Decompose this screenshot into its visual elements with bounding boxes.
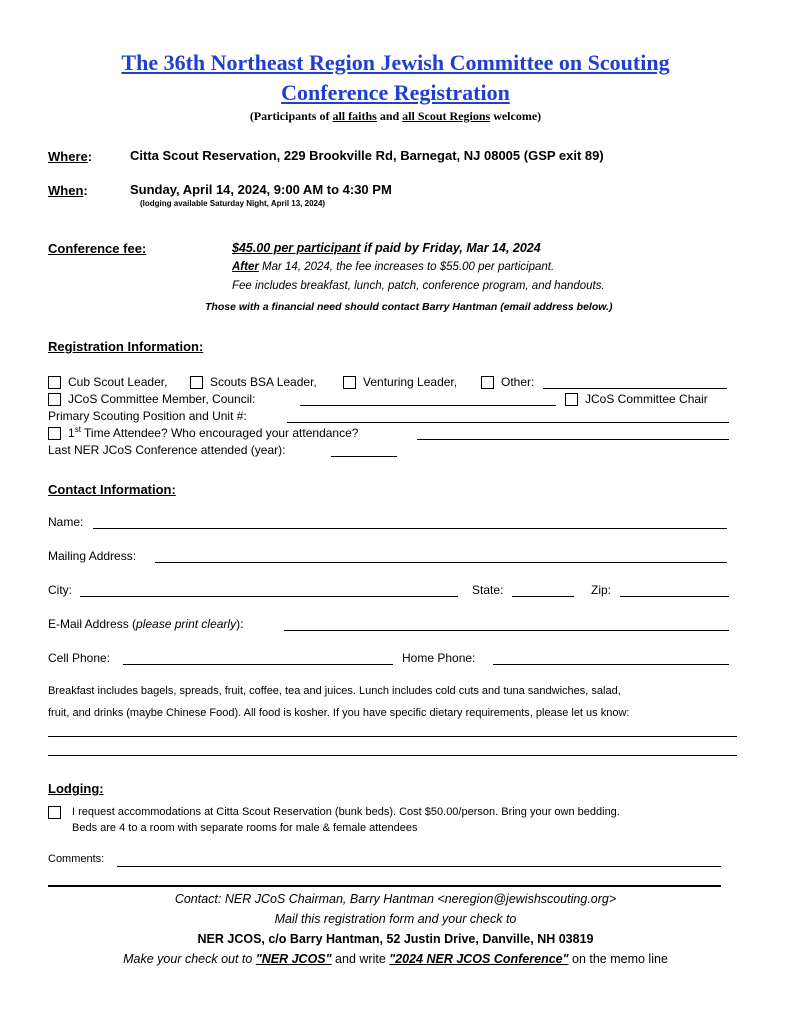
footer-mailing-address: NER JCOS, c/o Barry Hantman, 52 Justin Drive, Danville, NH 03819 <box>197 932 594 946</box>
state-label: State: <box>472 583 504 597</box>
food-info-line1: Breakfast includes bagels, spreads, fruit, coffee, tea and juices. Lunch includes cold cuts and tuna sandwiches, salad, <box>48 685 621 697</box>
footer-check-instruction: Make your check out to "NER JCOS" and write "2024 NER JCOS Conference" on the memo line <box>123 952 668 966</box>
other-field[interactable] <box>543 388 727 389</box>
lodging-request-checkbox[interactable] <box>48 806 61 819</box>
registration-heading: Registration Information: <box>48 339 204 354</box>
subtitle-post: welcome) <box>490 109 542 123</box>
subtitle-all-faiths: all faiths <box>332 109 377 123</box>
cell-phone-field[interactable] <box>123 664 393 665</box>
lodging-availability-note: (lodging available Saturday Night, April 13, 2024) <box>140 199 326 208</box>
dietary-requirements-line1[interactable] <box>48 736 737 737</box>
state-field[interactable] <box>512 596 574 597</box>
mailing-address-field[interactable] <box>155 562 727 563</box>
last-conference-field[interactable] <box>331 456 397 457</box>
lodging-request-line2: Beds are 4 to a room with separate rooms for male & female attendees <box>72 822 418 834</box>
lodging-request-line1: I request accommodations at Citta Scout Reservation (bunk beds). Cost $50.00/person. Bring your own bedding. <box>72 806 620 818</box>
mailing-address-label: Mailing Address: <box>48 549 137 563</box>
jcos-member-label: JCoS Committee Member, Council: <box>68 392 256 406</box>
other-label: Other: <box>501 375 535 389</box>
subtitle-mid: and <box>376 109 403 123</box>
cell-phone-label: Cell Phone: <box>48 651 111 665</box>
financial-need-note: Those with a financial need should contact Barry Hantman (email address below.) <box>205 301 613 313</box>
subtitle-pre: (Participants of <box>249 109 333 123</box>
venturing-leader-checkbox[interactable] <box>343 376 356 389</box>
city-field[interactable] <box>80 596 458 597</box>
jcos-member-checkbox[interactable] <box>48 393 61 406</box>
first-time-label: 1st Time Attendee? Who encouraged your attendance? <box>68 425 359 440</box>
city-label: City: <box>48 583 72 597</box>
page-subtitle <box>0 109 791 124</box>
food-info-line2: fruit, and drinks (maybe Chinese Food). All food is kosher. If you have specific dietary requirements, please let us know: <box>48 707 630 719</box>
council-field[interactable] <box>300 405 556 406</box>
name-label: Name: <box>48 515 84 529</box>
page-title-line1: The 36th Northeast Region Jewish Committee on Scouting <box>121 50 670 75</box>
cub-scout-leader-label: Cub Scout Leader, <box>68 375 168 389</box>
name-field[interactable] <box>93 528 727 529</box>
where-value: Citta Scout Reservation, 229 Brookville Rd, Barnegat, NJ 08005 (GSP exit 89) <box>130 148 604 163</box>
contact-heading: Contact Information: <box>48 482 176 497</box>
footer-contact: Contact: NER JCoS Chairman, Barry Hantman <neregion@jewishscouting.org> <box>174 892 617 906</box>
jcos-chair-label: JCoS Committee Chair <box>585 392 708 406</box>
when-label: When: <box>48 183 88 198</box>
home-phone-field[interactable] <box>493 664 729 665</box>
zip-label: Zip: <box>591 583 612 597</box>
last-conference-label: Last NER JCoS Conference attended (year): <box>48 443 286 457</box>
email-label: E-Mail Address (please print clearly): <box>48 617 244 631</box>
primary-position-label: Primary Scouting Position and Unit #: <box>48 409 247 423</box>
footer-mail-instruction: Mail this registration form and your check to <box>274 912 517 926</box>
dietary-requirements-line2[interactable] <box>48 755 737 756</box>
fee-includes: Fee includes breakfast, lunch, patch, conference program, and handouts. <box>232 280 605 292</box>
home-phone-label: Home Phone: <box>402 651 476 665</box>
scouts-bsa-leader-checkbox[interactable] <box>190 376 203 389</box>
other-checkbox[interactable] <box>481 376 494 389</box>
zip-field[interactable] <box>620 596 729 597</box>
comments-label: Comments: <box>48 853 105 865</box>
lodging-heading: Lodging: <box>48 781 104 796</box>
page-title-line2: Conference Registration <box>281 80 510 105</box>
jcos-chair-checkbox[interactable] <box>565 393 578 406</box>
scouts-bsa-leader-label: Scouts BSA Leader, <box>210 375 317 389</box>
fee-amount: $45.00 per participant if paid by Friday, Mar 14, 2024 <box>232 241 541 255</box>
comments-field[interactable] <box>117 866 721 867</box>
footer-divider <box>48 885 721 887</box>
encouraged-by-field[interactable] <box>417 439 729 440</box>
fee-label: Conference fee: <box>48 241 147 256</box>
primary-position-field[interactable] <box>287 422 729 423</box>
first-time-checkbox[interactable] <box>48 427 61 440</box>
venturing-leader-label: Venturing Leader, <box>363 375 458 389</box>
fee-after: After Mar 14, 2024, the fee increases to $55.00 per participant. <box>232 261 555 273</box>
cub-scout-leader-checkbox[interactable] <box>48 376 61 389</box>
subtitle-all-regions: all Scout Regions <box>402 109 491 123</box>
when-value: Sunday, April 14, 2024, 9:00 AM to 4:30 PM <box>130 182 392 197</box>
email-field[interactable] <box>284 630 729 631</box>
where-label: Where: <box>48 149 93 164</box>
